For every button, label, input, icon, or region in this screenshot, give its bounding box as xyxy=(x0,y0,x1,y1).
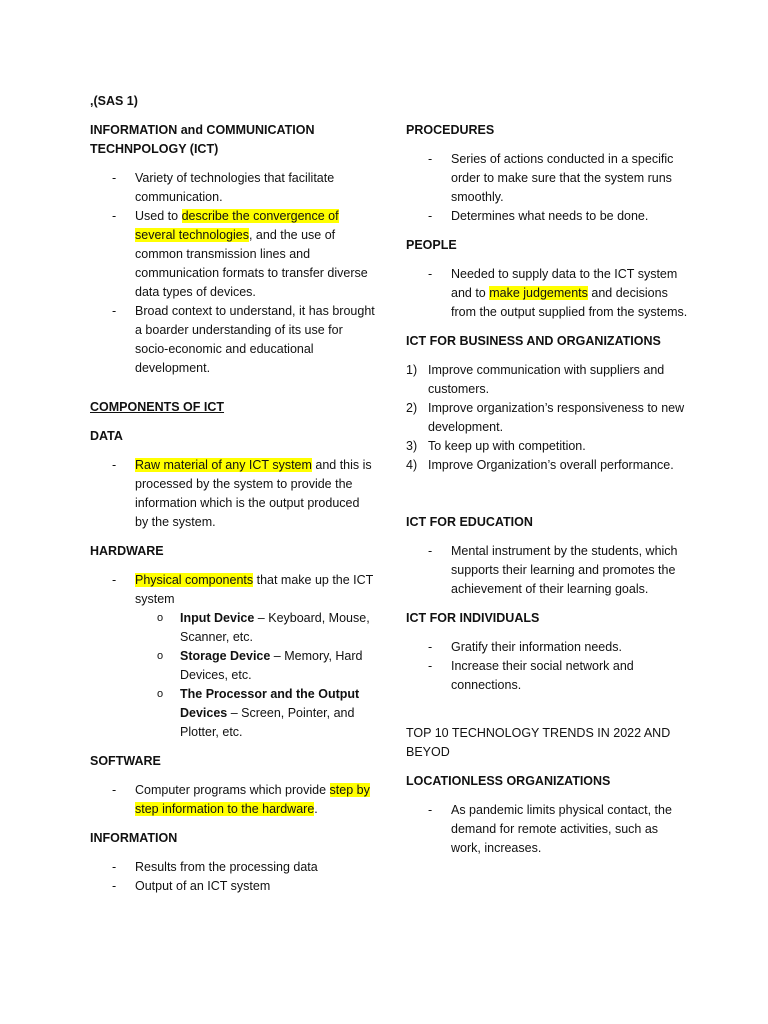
procedures-list xyxy=(406,150,691,226)
dash-bullet-icon: - xyxy=(428,803,433,817)
sub-list xyxy=(135,609,375,742)
sub-list-item xyxy=(135,647,375,685)
highlighted-text: Raw material of any ICT system xyxy=(135,458,312,472)
list-item xyxy=(406,638,691,657)
list-item xyxy=(90,207,375,302)
locationless-list xyxy=(406,801,691,858)
left-column xyxy=(90,92,375,906)
information-heading: INFORMATION xyxy=(90,831,178,845)
item-number: 1) xyxy=(406,363,418,377)
hardware-heading: HARDWARE xyxy=(90,544,164,558)
people-list xyxy=(406,265,691,322)
data-heading: DATA xyxy=(90,429,123,443)
list-item xyxy=(90,858,375,877)
item-text: Series of actions conducted in a specific order to make sure that the system runs smoothly. xyxy=(451,152,674,204)
dash-bullet-icon: - xyxy=(428,544,433,558)
dash-bullet-icon: - xyxy=(112,458,117,472)
hardware-list xyxy=(90,571,375,742)
item-text: Improve Organization’s overall performance. xyxy=(428,458,674,472)
item-text: Results from the processing data xyxy=(135,860,318,874)
circle-bullet-icon: o xyxy=(157,612,164,624)
ict-heading: INFORMATION and COMMUNICATION TECHNPOLOGY (ICT) xyxy=(90,123,315,156)
ict-list xyxy=(90,169,375,378)
software-list xyxy=(90,781,375,819)
list-item xyxy=(90,456,375,532)
dash-bullet-icon: - xyxy=(428,659,433,673)
dash-bullet-icon: - xyxy=(428,640,433,654)
list-item xyxy=(90,169,375,207)
list-item xyxy=(406,265,691,322)
item-text: that make up the ICT system xyxy=(135,573,374,606)
software-heading: SOFTWARE xyxy=(90,754,161,768)
data-list xyxy=(90,456,375,532)
item-text: . xyxy=(314,802,318,816)
item-text: Increase their social network and connections. xyxy=(451,659,634,692)
item-number: 4) xyxy=(406,458,418,472)
item-text: Output of an ICT system xyxy=(135,879,271,893)
people-heading: PEOPLE xyxy=(406,238,457,252)
list-item xyxy=(90,877,375,896)
sub-item-term: Storage Device xyxy=(180,649,271,663)
item-text: To keep up with competition. xyxy=(428,439,586,453)
item-text: and this is processed by the system to provide the information which is the output produced by the system. xyxy=(135,458,372,529)
business-list xyxy=(406,361,691,475)
item-text: Mental instrument by the students, which supports their learning and promotes the achievement of their learning goals. xyxy=(451,544,678,596)
dash-bullet-icon: - xyxy=(112,879,117,893)
item-text: Determines what needs to be done. xyxy=(451,209,649,223)
item-text: Computer programs which provide xyxy=(135,783,330,797)
item-text: Used to xyxy=(135,209,182,223)
highlighted-text: make judgements xyxy=(489,286,588,300)
circle-bullet-icon: o xyxy=(157,688,164,700)
dash-bullet-icon: - xyxy=(428,209,433,223)
sub-item-term: Input Device xyxy=(180,611,255,625)
item-text: Variety of technologies that facilitate communication. xyxy=(135,171,335,204)
list-item xyxy=(406,207,691,226)
sub-item-text: – Screen, Pointer, and Plotter, etc. xyxy=(180,706,355,739)
business-heading: ICT FOR BUSINESS AND ORGANIZATIONS xyxy=(406,334,661,348)
dash-bullet-icon: - xyxy=(112,783,117,797)
sub-list-item xyxy=(135,609,375,647)
item-text: As pandemic limits physical contact, the demand for remote activities, such as work, increases. xyxy=(451,803,672,855)
right-column xyxy=(406,92,691,868)
list-item xyxy=(90,302,375,378)
item-text: Broad context to understand, it has brought a boarder understanding of its use for socio-economic and educational development. xyxy=(135,304,375,375)
trends-heading: TOP 10 TECHNOLOGY TRENDS IN 2022 AND BEYOD xyxy=(406,726,671,759)
item-text: Gratify their information needs. xyxy=(451,640,622,654)
item-number: 3) xyxy=(406,439,418,453)
numbered-item xyxy=(406,437,691,456)
dash-bullet-icon: - xyxy=(112,209,117,223)
list-item xyxy=(90,781,375,819)
dash-bullet-icon: - xyxy=(112,573,117,587)
item-number: 2) xyxy=(406,401,418,415)
sub-item-text: – Memory, Hard Devices, etc. xyxy=(180,649,363,682)
list-item xyxy=(406,801,691,858)
procedures-heading: PROCEDURES xyxy=(406,123,495,137)
sub-item-term: The Processor and the Output Devices xyxy=(180,687,360,720)
item-text: , and the use of common transmission lines and communication formats to transfer diverse data types of devices. xyxy=(135,228,368,299)
doc-label: ,(SAS 1) xyxy=(90,94,138,108)
item-text: Needed to supply data to the ICT system and to xyxy=(451,267,678,300)
numbered-item xyxy=(406,456,691,475)
circle-bullet-icon: o xyxy=(157,650,164,662)
item-text: and decisions from the output supplied from the systems. xyxy=(451,286,688,319)
item-text: Improve communication with suppliers and customers. xyxy=(428,363,665,396)
list-item xyxy=(406,657,691,695)
dash-bullet-icon: - xyxy=(112,171,117,185)
dash-bullet-icon: - xyxy=(112,860,117,874)
list-item xyxy=(90,571,375,742)
highlighted-text: step by step information to the hardware xyxy=(135,783,370,816)
education-heading: ICT FOR EDUCATION xyxy=(406,515,533,529)
sub-item-text: – Keyboard, Mouse, Scanner, etc. xyxy=(180,611,370,644)
item-text: Improve organization’s responsiveness to new development. xyxy=(428,401,685,434)
individuals-heading: ICT FOR INDIVIDUALS xyxy=(406,611,540,625)
individuals-list xyxy=(406,638,691,695)
numbered-item xyxy=(406,399,691,437)
numbered-item xyxy=(406,361,691,399)
list-item xyxy=(406,150,691,207)
locationless-heading: LOCATIONLESS ORGANIZATIONS xyxy=(406,774,611,788)
highlighted-text: describe the convergence of several technologies xyxy=(135,209,339,242)
list-item xyxy=(406,542,691,599)
sub-list-item xyxy=(135,685,375,742)
dash-bullet-icon: - xyxy=(428,267,433,281)
highlighted-text: Physical components xyxy=(135,573,254,587)
components-heading: COMPONENTS OF ICT xyxy=(90,400,225,414)
education-list xyxy=(406,542,691,599)
dash-bullet-icon: - xyxy=(112,304,117,318)
dash-bullet-icon: - xyxy=(428,152,433,166)
information-list xyxy=(90,858,375,896)
